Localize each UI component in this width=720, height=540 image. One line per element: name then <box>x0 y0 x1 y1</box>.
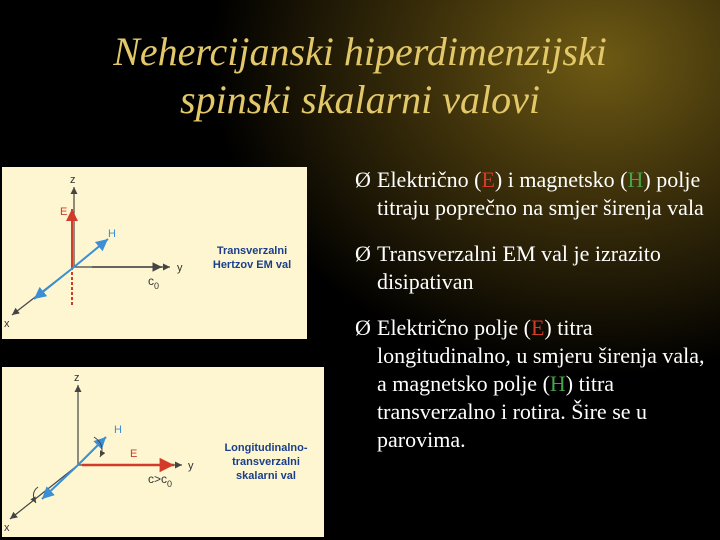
transverse-wave-svg <box>2 167 307 339</box>
caption-line-3: skalarni val <box>236 470 296 482</box>
caption-line-2: transverzalni <box>232 456 300 468</box>
x-axis-label: x <box>4 522 10 534</box>
y-axis-label: y <box>188 460 194 472</box>
x-axis-label: x <box>4 318 10 330</box>
caption-line-1: Transverzalni <box>216 245 288 257</box>
c0-label: $c_0$ <box>148 274 160 291</box>
transverse-wave-diagram <box>2 167 307 339</box>
z-axis-label: z <box>70 174 76 186</box>
bullet-1-text-b: ) i magnetsko ( <box>494 167 628 192</box>
bullet-3-text-a: Električno polje ( <box>377 315 531 340</box>
e-label: E <box>130 448 138 460</box>
bullet-3-e: E <box>530 315 545 340</box>
bullet-item-1 <box>355 166 715 222</box>
bullet-arrow-icon: Ø <box>355 167 371 192</box>
y-axis-label: y <box>177 262 183 274</box>
caption-line-2: Hertzov EM val <box>212 259 292 271</box>
bullet-2-text: Transverzalni EM val je izrazito disipativan <box>377 241 661 294</box>
scalar-wave-diagram <box>2 367 324 537</box>
bullet-item-2 <box>355 240 715 296</box>
bullet-list <box>355 166 715 472</box>
bullet-1-e: E <box>481 167 495 192</box>
caption-line-1: Longitudinalno- <box>224 442 308 454</box>
h-field-arrow-back <box>42 465 78 499</box>
x-axis <box>10 465 78 519</box>
bullet-1-text-c: ) polje titraju poprečno na smjer širenja vala <box>377 167 704 220</box>
h-field-arrow-back <box>34 267 74 299</box>
bullet-3-text-b: ) titra longitudinalno, u smjeru širenja vala, a magnetsko polje ( <box>377 315 705 396</box>
bullet-3-text-c: ) titra transverzalno i rotira. Šire se u parovima. <box>377 371 648 452</box>
e-label: E <box>60 206 68 218</box>
z-axis-label: z <box>74 372 80 384</box>
bullet-arrow-icon: Ø <box>355 315 371 340</box>
h-label: H <box>108 228 116 240</box>
h-field-arrow <box>74 239 108 267</box>
bullet-1-text-a: Električno ( <box>377 167 482 192</box>
bullet-3-h: H <box>549 371 566 396</box>
h-label: H <box>114 424 122 436</box>
title-line-2: spinski skalarni valovi <box>180 77 540 122</box>
c-gt-c0-label: $c>c_0$ <box>148 472 173 489</box>
scalar-wave-svg <box>2 367 324 537</box>
bullet-1-h: H <box>627 167 644 192</box>
title-line-1: Nehercijanski hiperdimenzijski <box>113 29 607 74</box>
bullet-item-3 <box>355 314 715 454</box>
bullet-arrow-icon: Ø <box>355 241 371 266</box>
slide-title <box>0 28 720 124</box>
